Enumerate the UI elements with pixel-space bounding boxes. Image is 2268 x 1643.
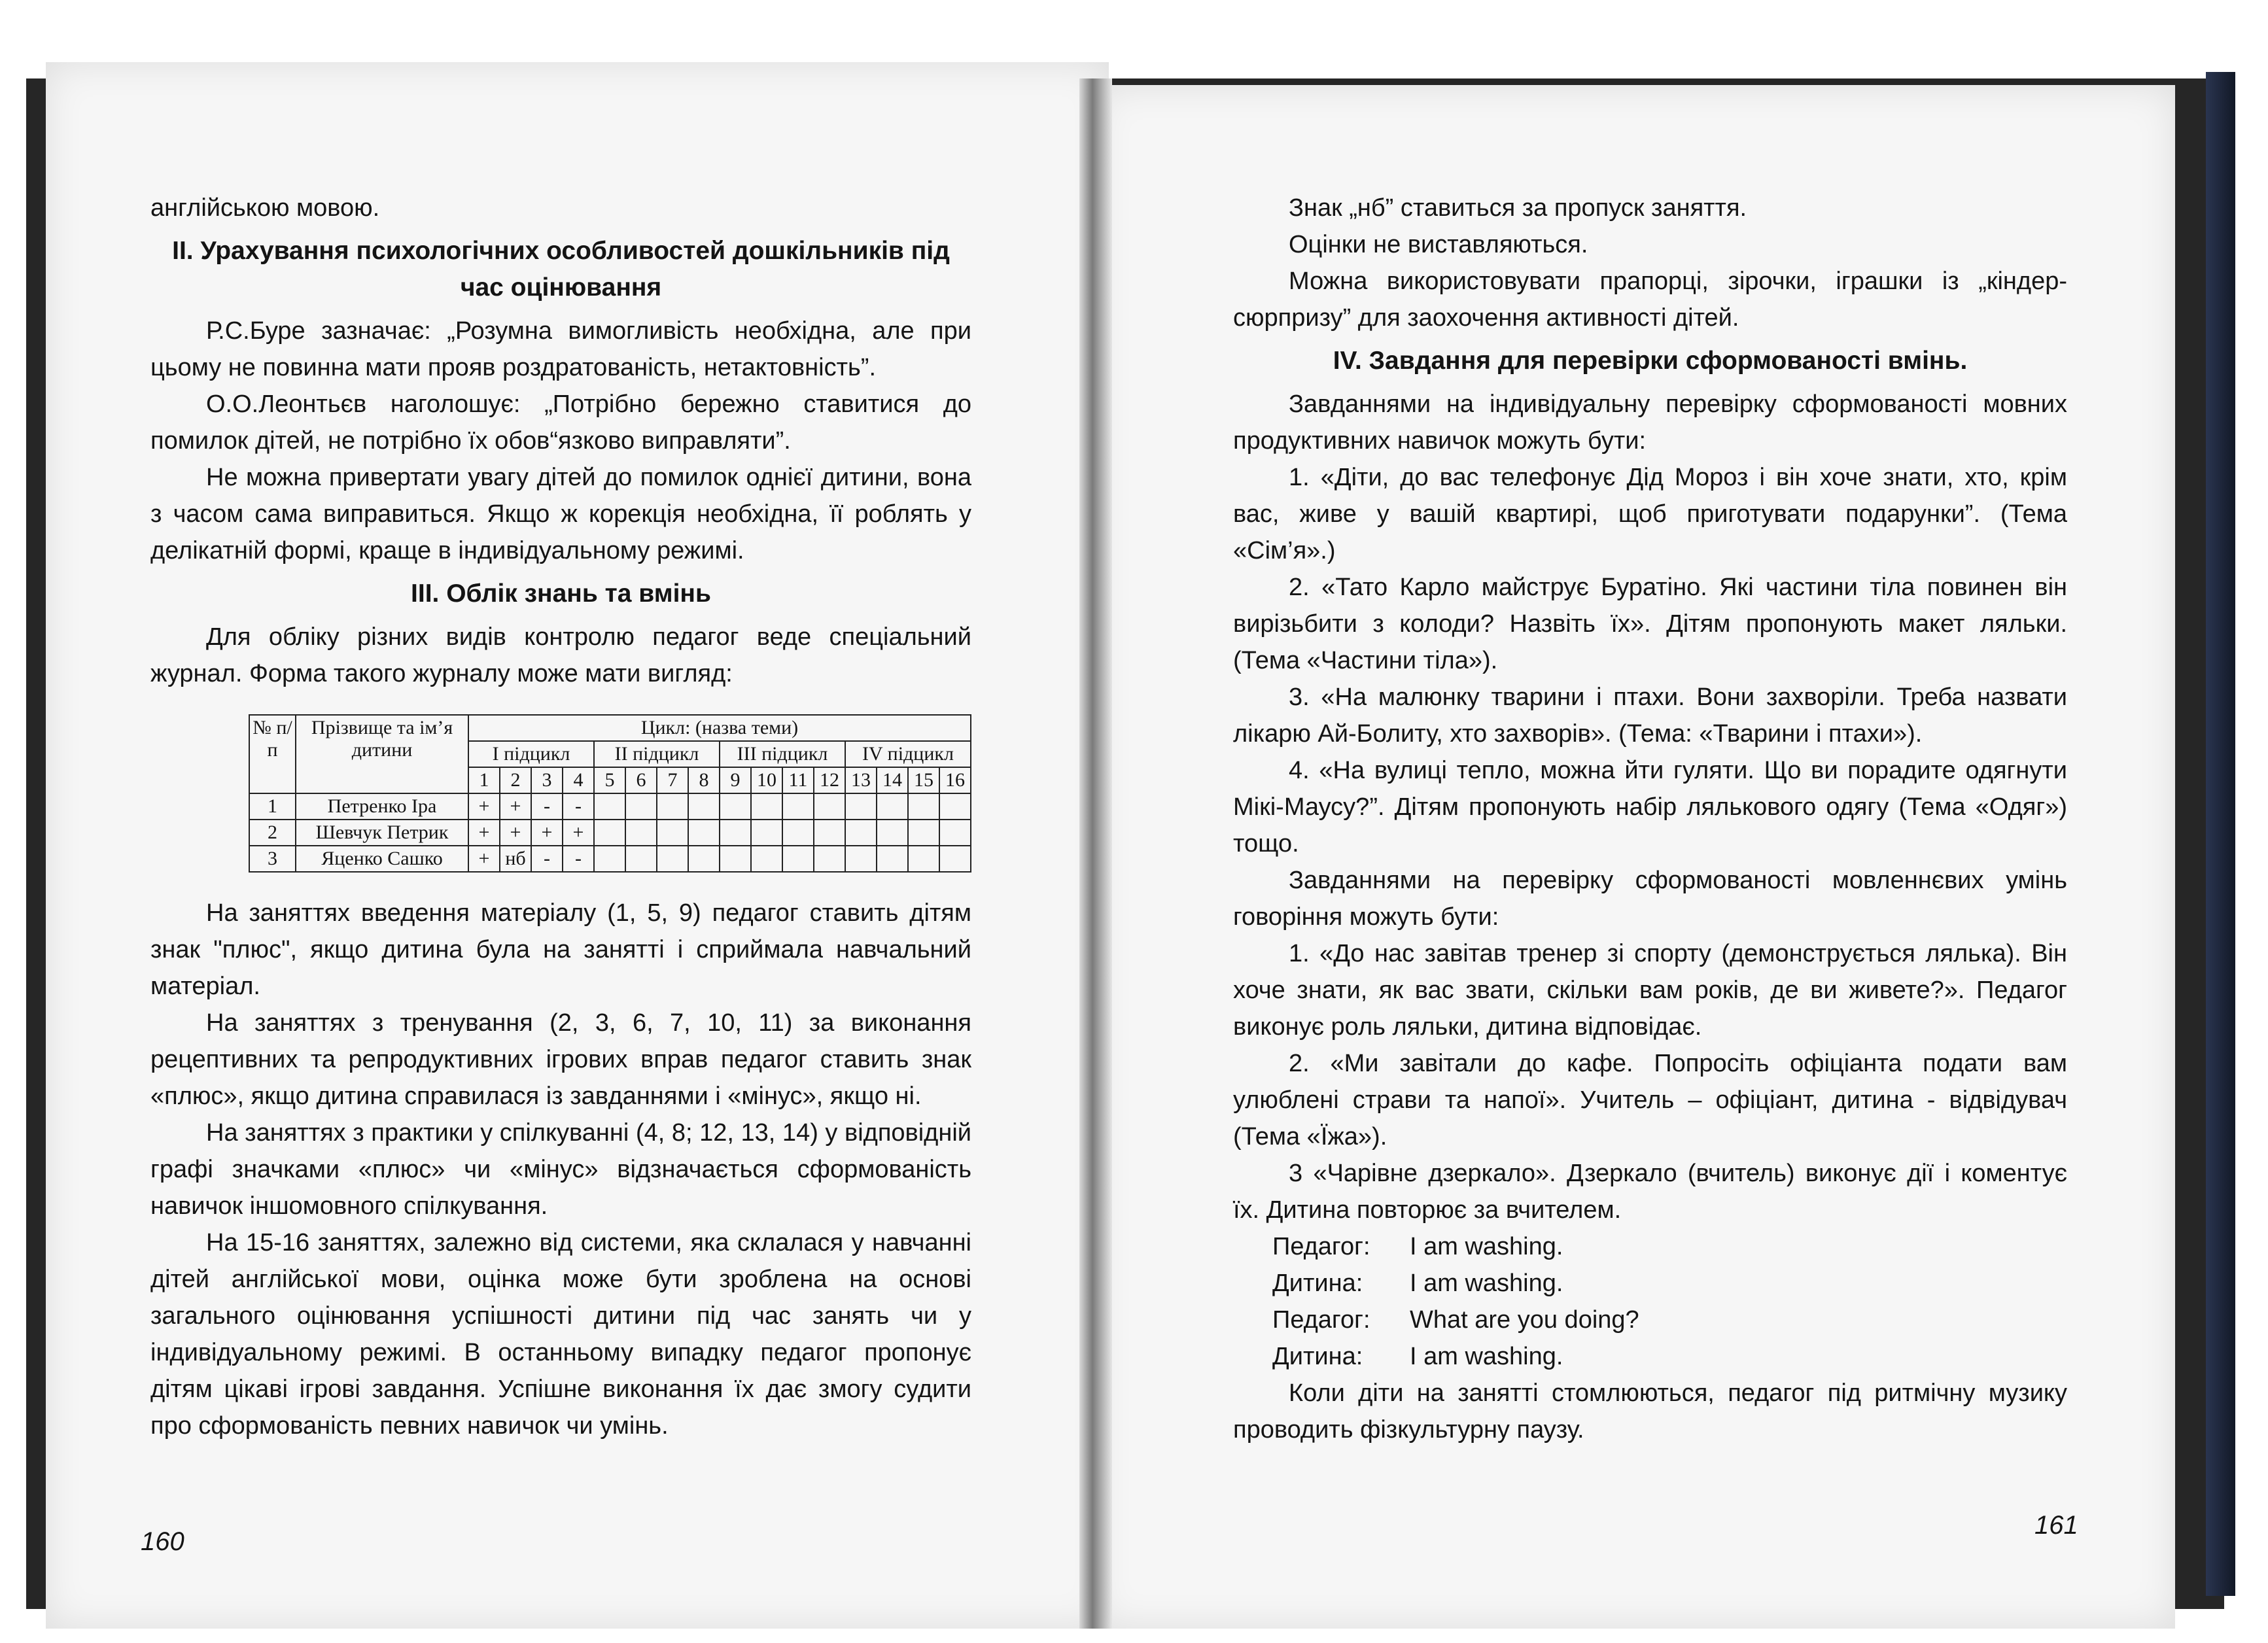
left-page-text [150,190,971,1444]
lesson-number-cell: 12 [814,767,845,793]
mark-cell [877,820,908,846]
mark-cell [845,820,877,846]
mark-cell: + [500,820,531,846]
mark-cell: нб [500,846,531,872]
dialogue-speaker: Дитина: [1272,1343,1363,1370]
mark-cell [594,820,625,846]
child-name-cell: Яценко Сашко [296,846,468,872]
lesson-number-cell: 6 [625,767,657,793]
mark-cell [688,846,720,872]
row-number-cell: 2 [249,820,296,846]
mark-cell [625,846,657,872]
lesson-number-cell: 16 [939,767,971,793]
lesson-number-cell: 5 [594,767,625,793]
lesson-number-cell: 1 [468,767,500,793]
child-name-cell: Петренко Іра [296,793,468,820]
paragraph: Коли діти на занятті стомлюються, педагог під ритмічну музику проводить фізкультурну паузу. [1233,1379,2067,1444]
mark-cell [720,820,751,846]
journal-header-row-1 [249,715,971,741]
lesson-number-cell: 2 [500,767,531,793]
paragraph: Оцінки не виставляються. [1289,231,1588,258]
mark-cell [939,846,971,872]
subcycle-header: ІV підцикл [845,741,971,767]
lesson-number-cell: 9 [720,767,751,793]
mark-cell [594,793,625,820]
row-number-cell: 3 [249,846,296,872]
paragraph: Завданнями на індивідуальну перевірку сформованості мовних продуктивних навичок можуть бути: [1233,390,2067,455]
dialogue-row [1272,1265,2067,1302]
dialogue-line: I am washing. [1410,1270,1563,1297]
mark-cell [939,820,971,846]
lesson-number-cell: 10 [751,767,782,793]
dialogue-line: What are you doing? [1410,1306,1639,1334]
page-number-right: 161 [2034,1511,2078,1540]
paragraph: Не можна привертати увагу дітей до помилок однієї дитини, вона з часом сама виправиться. Якщо ж корекція необхідна, її роблять у делікатній формі, краще в індивідуальному режимі. [150,464,971,564]
dialogue-line: I am washing. [1410,1233,1563,1260]
lesson-number-cell: 11 [782,767,814,793]
list-item: 3 «Чарівне дзеркало». Дзеркало (вчитель) виконує дії і коментує їх. Дитина повторює за вчителем. [1233,1160,2067,1224]
lesson-number-cell: 8 [688,767,720,793]
paragraph: Р.С.Буре зазначає: „Розумна вимогливість необхідна, але при цьому не повинна мати прояв роздратованість, нетактовність”. [150,317,971,381]
mark-cell [657,820,688,846]
section-2-title: ІІ. Урахування психологічних особливостей дошкільників під час оцінювання [172,237,950,302]
row-number-cell: 1 [249,793,296,820]
column-header-number: № п/п [249,715,296,793]
paragraph: На заняттях з практики у спілкуванні (4, 8; 12, 13, 14) у відповідній графі значками «плюс» чи «мінус» відзначається сформованість навичок іншомовного спілкування. [150,1119,971,1220]
journal-table-wrapper [249,714,971,873]
dialogue-row [1272,1302,2067,1338]
mark-cell: - [563,846,594,872]
paragraph: Завданнями на перевірку сформованості мовленнєвих умінь говоріння можуть бути: [1233,867,2067,931]
mark-cell [625,793,657,820]
mark-cell [594,846,625,872]
child-name-cell: Шевчук Петрик [296,820,468,846]
mark-cell [751,820,782,846]
column-header-cycle: Цикл: (назва теми) [468,715,971,741]
lesson-number-cell: 13 [845,767,877,793]
mark-cell [845,846,877,872]
mark-cell: + [468,793,500,820]
table-row [249,846,971,872]
continuation-line: англійською мовою. [150,194,380,222]
page-number-left: 160 [141,1527,184,1556]
right-page-text [1233,190,2067,1448]
paragraph: О.О.Леонтьєв наголошує: „Потрібно бережно ставитися до помилок дітей, не потрібно їх обов“язково виправляти”. [150,390,971,455]
lesson-number-cell: 3 [531,767,563,793]
mark-cell [908,846,939,872]
mark-cell [782,846,814,872]
list-item: 2. «Ми завітали до кафе. Попросіть офіціанта подати вам улюблені страви та напої». Учитель – офіціант, дитина - відвідувач (Тема «Їжа»). [1233,1050,2067,1150]
paragraph: Знак „нб” ставиться за пропуск заняття. [1289,194,1747,222]
list-item: 3. «На малюнку тварини і птахи. Вони захворіли. Треба назвати лікарю Ай-Болиту, хто захворів». (Тема: «Тварини і птахи»). [1233,683,2067,748]
mark-cell [720,793,751,820]
mark-cell: + [531,820,563,846]
mark-cell [657,846,688,872]
mark-cell: - [563,793,594,820]
paragraph: На заняттях з тренування (2, 3, 6, 7, 10, 11) за виконання рецептивних та репродуктивних ігрових вправ педагог ставить знак «плюс», якщо дитина справилася із завданнями і «мінус», якщо ні. [150,1009,971,1110]
table-row [249,820,971,846]
dialogue-speaker: Педагог: [1272,1233,1370,1260]
subcycle-header: ІІІ підцикл [720,741,845,767]
column-header-name: Прізвище та ім’я дитини [296,715,468,793]
paragraph: Можна використовувати прапорці, зірочки, іграшки із „кіндер-сюрпризу” для заохочення активності дітей. [1233,268,2067,332]
dialogue-block [1272,1228,2067,1375]
mark-cell [908,820,939,846]
mark-cell [657,793,688,820]
paragraph: На заняттях введення матеріалу (1, 5, 9) педагог ставить дітям знак "плюс", якщо дитина була на занятті і сприймала навчальний матеріал. [150,899,971,1000]
mark-cell [751,793,782,820]
dialogue-line: I am washing. [1410,1343,1563,1370]
mark-cell [782,793,814,820]
paragraph: На 15-16 заняттях, залежно від системи, яка склалася у навчанні дітей англійської мови, оцінка може бути зроблена на основі загального оцінювання успішності дитини під час занять чи у індивідуальному режимі. В останньому випадку педагог пропонує дітям цікаві ігрові завдання. Успішне виконання їх дає змогу судити про сформованість певних навичок чи умінь. [150,1229,971,1440]
journal-table [249,714,971,873]
mark-cell [688,820,720,846]
mark-cell [688,793,720,820]
lesson-number-cell: 14 [877,767,908,793]
list-item: 2. «Тато Карло майструє Буратіно. Які частини тіла повинен він вирізьбити з колоди? Назвіть їх». Дітям пропонують макет ляльки. (Тема «Частини тіла»). [1233,574,2067,674]
mark-cell: + [500,793,531,820]
paragraph: Для обліку різних видів контролю педагог веде спеціальний журнал. Форма такого журналу може мати вигляд: [150,623,971,687]
book-gutter [1079,78,1112,1629]
book-cover-edge [2206,72,2235,1596]
mark-cell [877,846,908,872]
mark-cell [625,820,657,846]
mark-cell: - [531,846,563,872]
dialogue-speaker: Дитина: [1272,1270,1363,1297]
list-item: 1. «Діти, до вас телефонує Дід Мороз і він хоче знати, хто, крім вас, живе у вашій квартирі, щоб приготувати подарунки”. (Тема «Сім’я».) [1233,464,2067,564]
mark-cell: + [563,820,594,846]
mark-cell: - [531,793,563,820]
mark-cell [814,846,845,872]
table-row [249,793,971,820]
mark-cell [814,820,845,846]
mark-cell [845,793,877,820]
mark-cell [939,793,971,820]
dialogue-speaker: Педагог: [1272,1306,1370,1334]
lesson-number-cell: 15 [908,767,939,793]
lesson-number-cell: 7 [657,767,688,793]
dialogue-row [1272,1228,2067,1265]
mark-cell: + [468,820,500,846]
journal-body [249,793,971,872]
section-3-title: ІІІ. Облік знань та вмінь [411,579,711,608]
mark-cell [908,793,939,820]
section-4-title: IV. Завдання для перевірки сформованості вмінь. [1333,347,1968,375]
mark-cell [720,846,751,872]
mark-cell: + [468,846,500,872]
lesson-number-cell: 4 [563,767,594,793]
mark-cell [751,846,782,872]
subcycle-header: І підцикл [468,741,594,767]
mark-cell [814,793,845,820]
mark-cell [782,820,814,846]
subcycle-header: ІІ підцикл [594,741,720,767]
list-item: 4. «На вулиці тепло, можна йти гуляти. Що ви порадите одягнути Мікі-Маусу?”. Дітям пропонують набір лялькового одягу (Тема «Одяг») тощо. [1233,757,2067,857]
list-item: 1. «До нас завітав тренер зі спорту (демонструється лялька). Він хоче знати, як вас звати, скільки вам років, де ви живете?». Педагог виконує роль ляльки, дитина відповідає. [1233,940,2067,1041]
mark-cell [877,793,908,820]
dialogue-row [1272,1338,2067,1375]
